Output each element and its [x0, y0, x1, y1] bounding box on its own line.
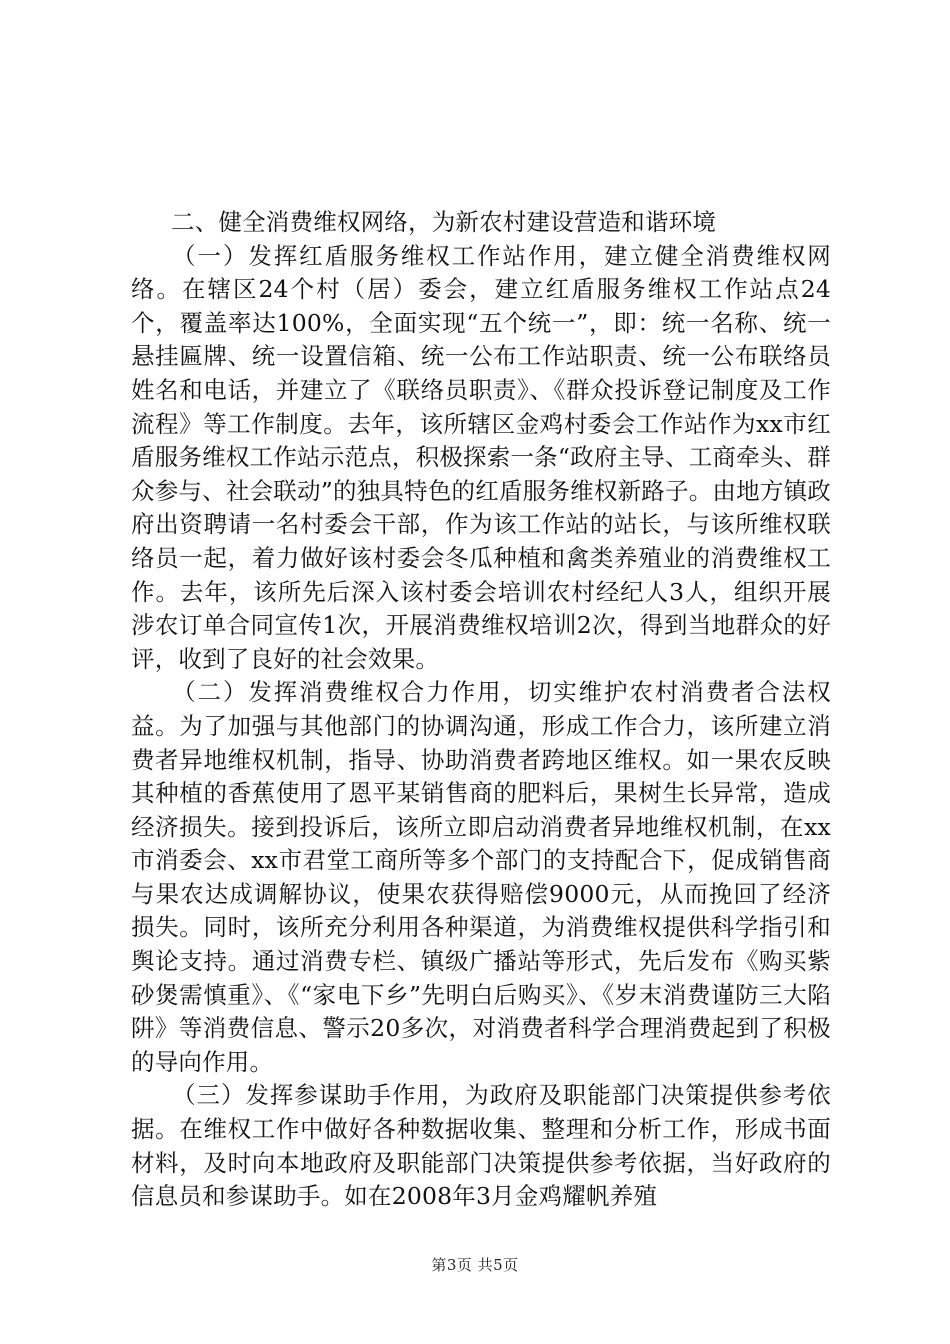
- paragraph-3: （三）发挥参谋助手作用，为政府及职能部门决策提供参考依据。在维权工作中做好各种数据收集、整理和分析工作，形成书面材料，及时向本地政府及职能部门决策提供参考依据，当好政府的信息员和参谋助手。如在2008年3月金鸡耀帆养殖: [131, 1081, 831, 1211]
- paragraph-1: （一）发挥红盾服务维权工作站作用，建立健全消费维权网络。在辖区24个村（居）委会，建立红盾服务维权工作站点24个，覆盖率达100%，全面实现“五个统一”，即：统一名称、统一悬挂匾牌、统一设置信箱、统一公布工作站职责、统一公布联络员姓名和电话，并建立了《联络员职责》、《群众投诉登记制度及工作流程》等工作制度。去年，该所辖区金鸡村委会工作站作为xx市红盾服务维权工作站示范点，积极探索一条“政府主导、工商牵头、群众参与、社会联动”的独具特色的红盾服务维权新路子。由地方镇政府出资聘请一名村委会干部，作为该工作站的站长，与该所维权联络员一起，着力做好该村委会冬瓜种植和禽类养殖业的消费维权工作。去年，该所先后深入该村委会培训农村经纪人3人，组织开展涉农订单合同宣传1次，开展消费维权培训2次，得到当地群众的好评，收到了良好的社会效果。: [131, 241, 831, 673]
- paragraph-2: （二）发挥消费维权合力作用，切实维护农村消费者合法权益。为了加强与其他部门的协调沟通，形成工作合力，该所建立消费者异地维权机制，指导、协助消费者跨地区维权。如一果农反映其种植的香蕉使用了恩平某销售商的肥料后，果树生长异常，造成经济损失。接到投诉后，该所立即启动消费者异地维权机制，在xx市消委会、xx市君堂工商所等多个部门的支持配合下，促成销售商与果农达成调解协议，使果农获得赔偿9000元，从而挽回了经济损失。同时，该所充分利用各种渠道，为消费维权提供科学指引和舆论支持。通过消费专栏、镇级广播站等形式，先后发布《购买紫砂煲需慎重》、《“家电下乡”先明白后购买》、《岁末消费谨防三大陷阱》等消费信息、警示20多次，对消费者科学合理消费起到了积极的导向作用。: [131, 678, 831, 1076]
- page-footer: 第3页 共5页: [431, 1256, 519, 1274]
- document-body: [131, 206, 831, 1214]
- section-heading: 二、健全消费维权网络，为新农村建设营造和谐环境: [171, 208, 717, 236]
